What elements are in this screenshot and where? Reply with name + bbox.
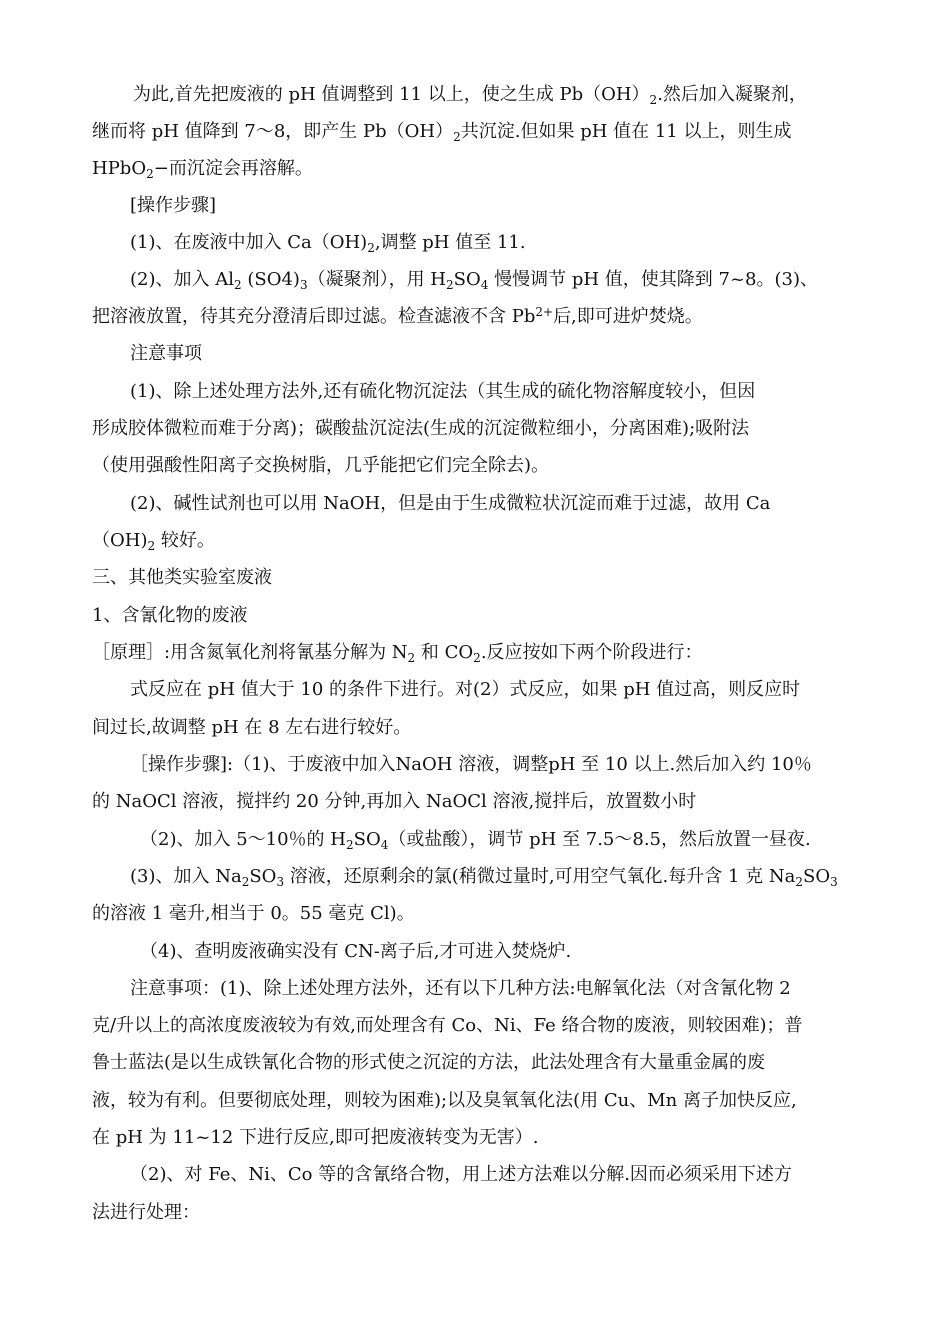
- text-segment: (2)、碱性试剂也可以用 NaOH，但是由于生成微粒状沉淀而难于过滤，故用 Ca: [130, 493, 771, 514]
- text-line: [130, 977, 791, 1001]
- subscript: 2: [147, 539, 156, 553]
- text-line: [130, 268, 818, 292]
- text-line: [130, 342, 202, 366]
- text-line: [92, 305, 703, 329]
- text-segment: .反应按如下两个阶段进行：: [480, 642, 703, 663]
- subscript: 4: [480, 278, 489, 292]
- subscript: 2: [649, 93, 658, 107]
- text-line: [130, 380, 755, 404]
- text-segment: SO: [453, 269, 481, 290]
- text-segment: （2)、对 Fe、Ni、Co 等的含氰络合物，用上述方法难以分解.因而必须采用下述方: [130, 1164, 792, 1185]
- text-line: [92, 604, 247, 628]
- text-line: [130, 231, 526, 255]
- text-segment: 慢慢调节 pH 值，使其降到 7~8。(3)、: [488, 269, 818, 290]
- text-line: [130, 753, 812, 777]
- text-segment: ,调整 pH 值至 11.: [374, 232, 526, 253]
- text-segment: 注意事项: [130, 343, 202, 364]
- text-line: [92, 157, 313, 181]
- text-segment: .然后加入凝聚剂，: [657, 84, 807, 105]
- text-segment: 和 CO: [415, 642, 474, 663]
- subscript: 2: [233, 278, 242, 292]
- text-line: [130, 1163, 792, 1187]
- text-segment: 鲁士蓝法(是以生成铁氰化合物的形式使之沉淀的方法，此法处理含有大量重金属的废: [92, 1052, 766, 1073]
- subscript: 2: [241, 875, 250, 889]
- text-segment: 液，较为有利。但要彻底处理，则较为困难);以及臭氧氧化法(用 Cu、Mn 离子加快反应,: [92, 1090, 797, 1111]
- text-line: [92, 529, 215, 553]
- text-segment: ［操作步骤]:（1)、于废液中加入NaOH 溶液，调整pH 至 10 以上.然后加入约 10％: [130, 754, 812, 775]
- text-segment: 的溶液 1 毫升,相当于 0。55 毫克 Cl)。: [92, 903, 415, 924]
- text-segment: 共沉淀.但如果 pH 值在 11 以上，则生成: [460, 121, 792, 142]
- text-segment: 后,即可进炉焚烧。: [553, 306, 703, 327]
- text-line: [92, 790, 696, 814]
- subscript: 2: [446, 278, 454, 292]
- text-segment: 较好。: [155, 530, 215, 551]
- text-segment: (1)、除上述处理方法外,还有硫化物沉淀法（其生成的硫化物溶解度较小，但因: [130, 381, 756, 402]
- text-line: [92, 454, 549, 478]
- text-segment: 把溶液放置，待其充分澄清后即过滤。检查滤液不含 Pb: [92, 306, 536, 327]
- text-segment: （凝聚剂），用 H: [307, 269, 446, 290]
- text-segment: 的 NaOCl 溶液，搅拌约 20 分钟,再加入 NaOCl 溶液,搅拌后，放置数小时: [92, 791, 697, 812]
- subscript: 2: [473, 651, 481, 665]
- text-segment: SO: [353, 829, 381, 850]
- text-segment: (SO4): [241, 269, 300, 290]
- subscript: 4: [380, 838, 389, 852]
- text-segment: −而沉淀会再溶解。: [153, 158, 313, 179]
- text-line: [92, 902, 415, 926]
- text-segment: 间过长,故调整 pH 在 8 左右进行较好。: [92, 717, 412, 738]
- text-line: [92, 120, 791, 144]
- text-line: [130, 194, 216, 218]
- text-segment: HPbO: [92, 158, 147, 179]
- text-segment: （2)、加入 5～10％的 H: [140, 829, 346, 850]
- subscript: 2: [367, 241, 375, 255]
- subscript: 3: [830, 875, 838, 889]
- text-segment: 注意事项：(1)、除上述处理方法外，还有以下几种方法:电解氧化法（对含氰化物 2: [130, 978, 791, 999]
- text-segment: [操作步骤]: [130, 195, 217, 216]
- text-line: [140, 940, 571, 964]
- text-segment: 形成胶体微粒而难于分离)；碳酸盐沉淀法(生成的沉淀微粒细小，分离困难);吸附法: [92, 418, 750, 439]
- text-segment: （4)、查明废液确实没有 CN-离子后,才可进入焚烧炉.: [140, 941, 572, 962]
- text-line: [92, 641, 703, 665]
- text-line: [130, 678, 800, 702]
- text-segment: (2)、加入 Al: [130, 269, 234, 290]
- text-line: [92, 1089, 797, 1113]
- text-segment: 法进行处理：: [92, 1202, 200, 1223]
- text-segment: 三、其他类实验室废液: [92, 567, 272, 588]
- subscript: 2: [146, 167, 154, 181]
- subscript: 3: [299, 278, 308, 292]
- text-segment: 式反应在 pH 值大于 10 的条件下进行。对(2）式反应，如果 pH 值过高，则反应时: [130, 679, 801, 700]
- text-segment: ［原理］:用含氮氧化剂将氰基分解为 N: [92, 642, 408, 663]
- text-segment: 继而将 pH 值降到 7～8，即产生 Pb（OH）: [92, 121, 454, 142]
- text-line: [92, 1014, 803, 1038]
- text-line: [130, 865, 838, 889]
- text-line: [92, 716, 411, 740]
- text-segment: （或盐酸），调节 pH 至 7.5～8.5，然后放置一昼夜.: [388, 829, 811, 850]
- text-line: [133, 83, 807, 107]
- subscript: 2: [795, 875, 804, 889]
- subscript: 2: [407, 651, 416, 665]
- text-line: [140, 828, 811, 852]
- text-segment: 克/升以上的高浓度废液较为有效,而处理含有 Co、Ni、Fe 络合物的废液，则较困难)；普: [92, 1015, 803, 1036]
- text-segment: SO: [803, 866, 831, 887]
- text-segment: （OH): [92, 530, 148, 551]
- subscript: 2: [453, 130, 461, 144]
- text-segment: 1、含氰化物的废液: [92, 605, 248, 626]
- text-line: [92, 566, 272, 590]
- text-segment: （使用强酸性阳离子交换树脂，几乎能把它们完全除去)。: [92, 455, 550, 476]
- text-segment: (3)、加入 Na: [130, 866, 242, 887]
- text-segment: SO: [249, 866, 277, 887]
- subscript: 3: [276, 875, 285, 889]
- text-segment: 溶液，还原剩余的氯(稍微过量时,可用空气氧化.每升含 1 克 Na: [284, 866, 796, 887]
- subscript: 2: [345, 838, 354, 852]
- text-line: [92, 1201, 200, 1225]
- text-line: [92, 1051, 765, 1075]
- text-segment: (1)、在废液中加入 Ca（OH): [130, 232, 368, 253]
- text-line: [92, 417, 749, 441]
- text-line: [130, 492, 770, 516]
- text-line: [92, 1126, 538, 1150]
- text-segment: 在 pH 为 11~12 下进行反应,即可把废液转变为无害）.: [92, 1127, 539, 1148]
- superscript: 2+: [535, 305, 554, 319]
- text-segment: 为此,首先把废液的 pH 值调整到 11 以上，使之生成 Pb（OH）: [133, 84, 650, 105]
